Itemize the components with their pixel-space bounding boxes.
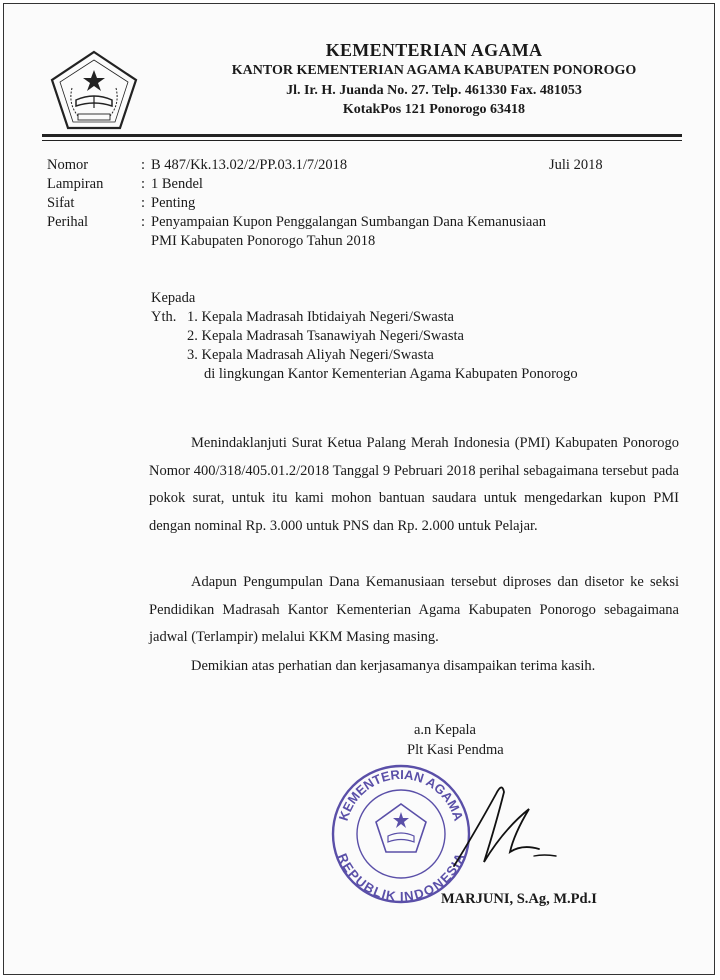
body-paragraph-2-text: Adapun Pengumpulan Dana Kemanusiaan tersebut diproses dan disetor ke seksi Pendidikan Madrasah Kantor Kementerian Agama Kabupaten Ponorogo sebagaimana jadwal (Terlampir) melalui KKM Masing masing. — [149, 574, 679, 645]
nomor-value: B 487/Kk.13.02/2/PP.03.1/7/2018 — [151, 157, 348, 173]
perihal-line-1: Penyampaian Kupon Penggalangan Sumbangan Dana Kemanusiaan — [151, 214, 547, 230]
office-pobox: KotakPos 121 Ponorogo 63418 — [342, 102, 526, 117]
sifat-label: Sifat — [47, 195, 75, 211]
sifat-colon: : — [141, 195, 146, 211]
body-paragraph-2 — [149, 569, 679, 652]
signatory-name: MARJUNI, S.Ag, M.Pd.I — [441, 891, 597, 907]
kepada-label: Kepada — [151, 290, 196, 306]
header-rule-thin — [42, 140, 682, 141]
yth-label: Yth. — [151, 309, 177, 325]
office-address: Jl. Ir. H. Juanda No. 27. Telp. 461330 Fax. 481053 — [286, 83, 582, 98]
header-rule-thick — [42, 134, 682, 137]
perihal-colon: : — [141, 214, 146, 230]
office-name: KANTOR KEMENTERIAN AGAMA KABUPATEN PONOROGO — [231, 63, 637, 78]
recipient-location: di lingkungan Kantor Kementerian Agama Kabupaten Ponorogo — [204, 366, 578, 382]
sifat-value: Penting — [151, 195, 196, 211]
stamp-top-text: KEMENTERIAN AGAMA — [335, 766, 467, 823]
ministry-logo-emblem — [48, 48, 140, 134]
stamp-bottom-text: REPUBLIK INDONESIA — [334, 851, 468, 905]
nomor-colon: : — [141, 157, 146, 173]
body-paragraph-3-text: Demikian atas perhatian dan kerjasamanya disampaikan terima kasih. — [191, 658, 596, 674]
recipient-item-1: 1. Kepala Madrasah Ibtidaiyah Negeri/Swasta — [187, 309, 454, 325]
recipient-item-3: 3. Kepala Madrasah Aliyah Negeri/Swasta — [187, 347, 434, 363]
lampiran-colon: : — [141, 176, 146, 192]
recipient-item-2: 2. Kepala Madrasah Tsanawiyah Negeri/Swasta — [187, 328, 464, 344]
body-paragraph-1-text: Menindaklanjuti Surat Ketua Palang Merah Indonesia (PMI) Kabupaten Ponorogo Nomor 400/318/405.01.2/2018 Tanggal 9 Pebruari 2018 perihal sebagaimana tersebut pada pokok surat, untuk itu kami mohon bantuan saudara untuk mengedarkan kupon PMI dengan nominal Rp. 3.000 untuk PNS dan Rp. 2.000 untuk Pelajar. — [149, 435, 679, 534]
lampiran-label: Lampiran — [47, 176, 104, 192]
letter-date: Juli 2018 — [549, 157, 603, 173]
handwritten-signature — [444, 774, 574, 874]
nomor-label: Nomor — [47, 157, 89, 173]
perihal-line-2: PMI Kabupaten Ponorogo Tahun 2018 — [151, 233, 376, 249]
signature-an: a.n Kepala — [414, 722, 476, 738]
signature-position: Plt Kasi Pendma — [407, 742, 504, 758]
lampiran-value: 1 Bendel — [151, 176, 203, 192]
ministry-name: KEMENTERIAN AGAMA — [325, 40, 543, 60]
perihal-label: Perihal — [47, 214, 89, 230]
letter-page — [3, 3, 715, 975]
body-paragraph-1 — [149, 430, 679, 540]
body-paragraph-3 — [149, 653, 679, 681]
